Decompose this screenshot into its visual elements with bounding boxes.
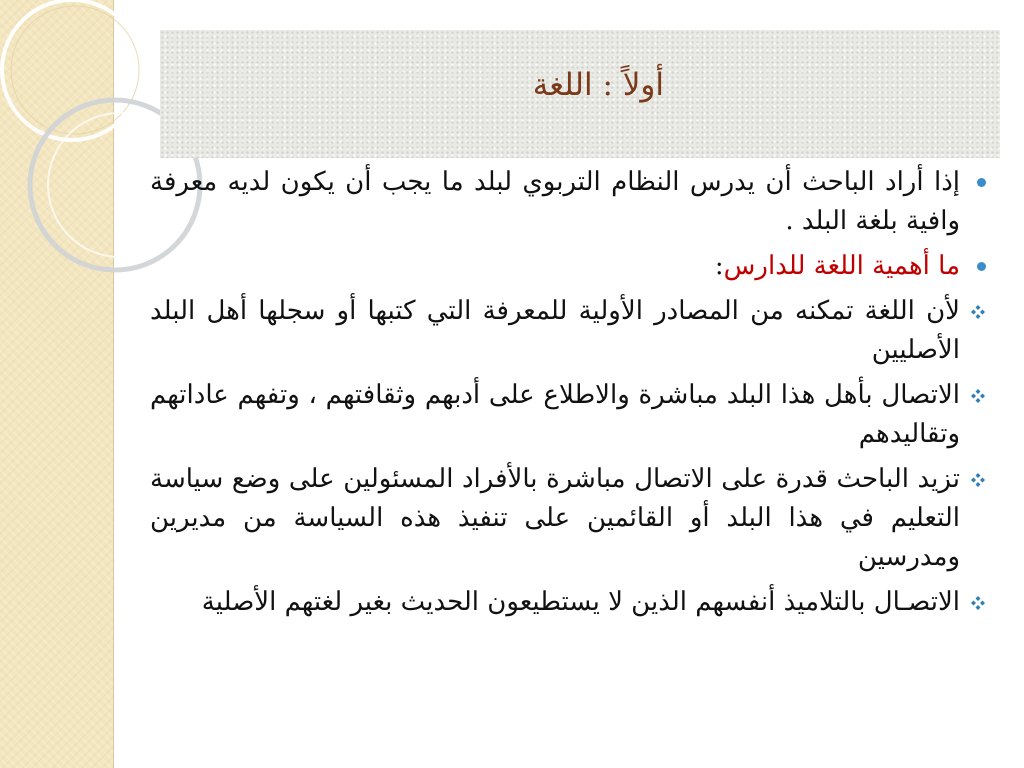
bullet-text: الاتصـال بالتلاميذ أنفسهم الذين لا يستطيعون الحديث بغير لغتهم الأصلية [201, 587, 960, 617]
question-colon: : [714, 251, 724, 281]
four-diamond-bullet-icon [970, 304, 986, 320]
four-diamond-bullet-icon [970, 595, 986, 611]
four-diamond-bullet-icon [970, 472, 986, 488]
bullet-text: لأن اللغة تمكنه من المصادر الأولية للمعرفة التي كتبها أو سجلها أهل البلد الأصليين [150, 296, 960, 365]
list-item [150, 292, 986, 370]
bullet-text: تزيد الباحث قدرة على الاتصال مباشرة بالأفراد المسئولين على وضع سياسة التعليم في هذا البلد أو القائمين على تنفيذ هذه السياسة من مديرين ومدرسين [150, 464, 960, 572]
list-item [150, 376, 986, 454]
slide-title: أولاً : اللغة [532, 67, 664, 103]
decorative-side-panel [0, 0, 113, 768]
bullet-text: الاتصال بأهل هذا البلد مباشرة والاطلاع على أدبهم وثقافتهم ، وتفهم عاداتهم وتقاليدهم [150, 380, 960, 449]
list-item [150, 163, 986, 241]
list-item-question [150, 247, 986, 286]
slide-content [150, 163, 986, 628]
four-diamond-bullet-icon [970, 388, 986, 404]
side-panel-border [113, 0, 114, 768]
list-item [150, 583, 986, 622]
list-item [150, 460, 986, 577]
question-heading: ما أهمية اللغة للدارس [723, 251, 960, 281]
bullet-text: إذا أراد الباحث أن يدرس النظام التربوي لبلد ما يجب أن يكون لديه معرفة وافية بلغة البلد . [150, 167, 960, 236]
